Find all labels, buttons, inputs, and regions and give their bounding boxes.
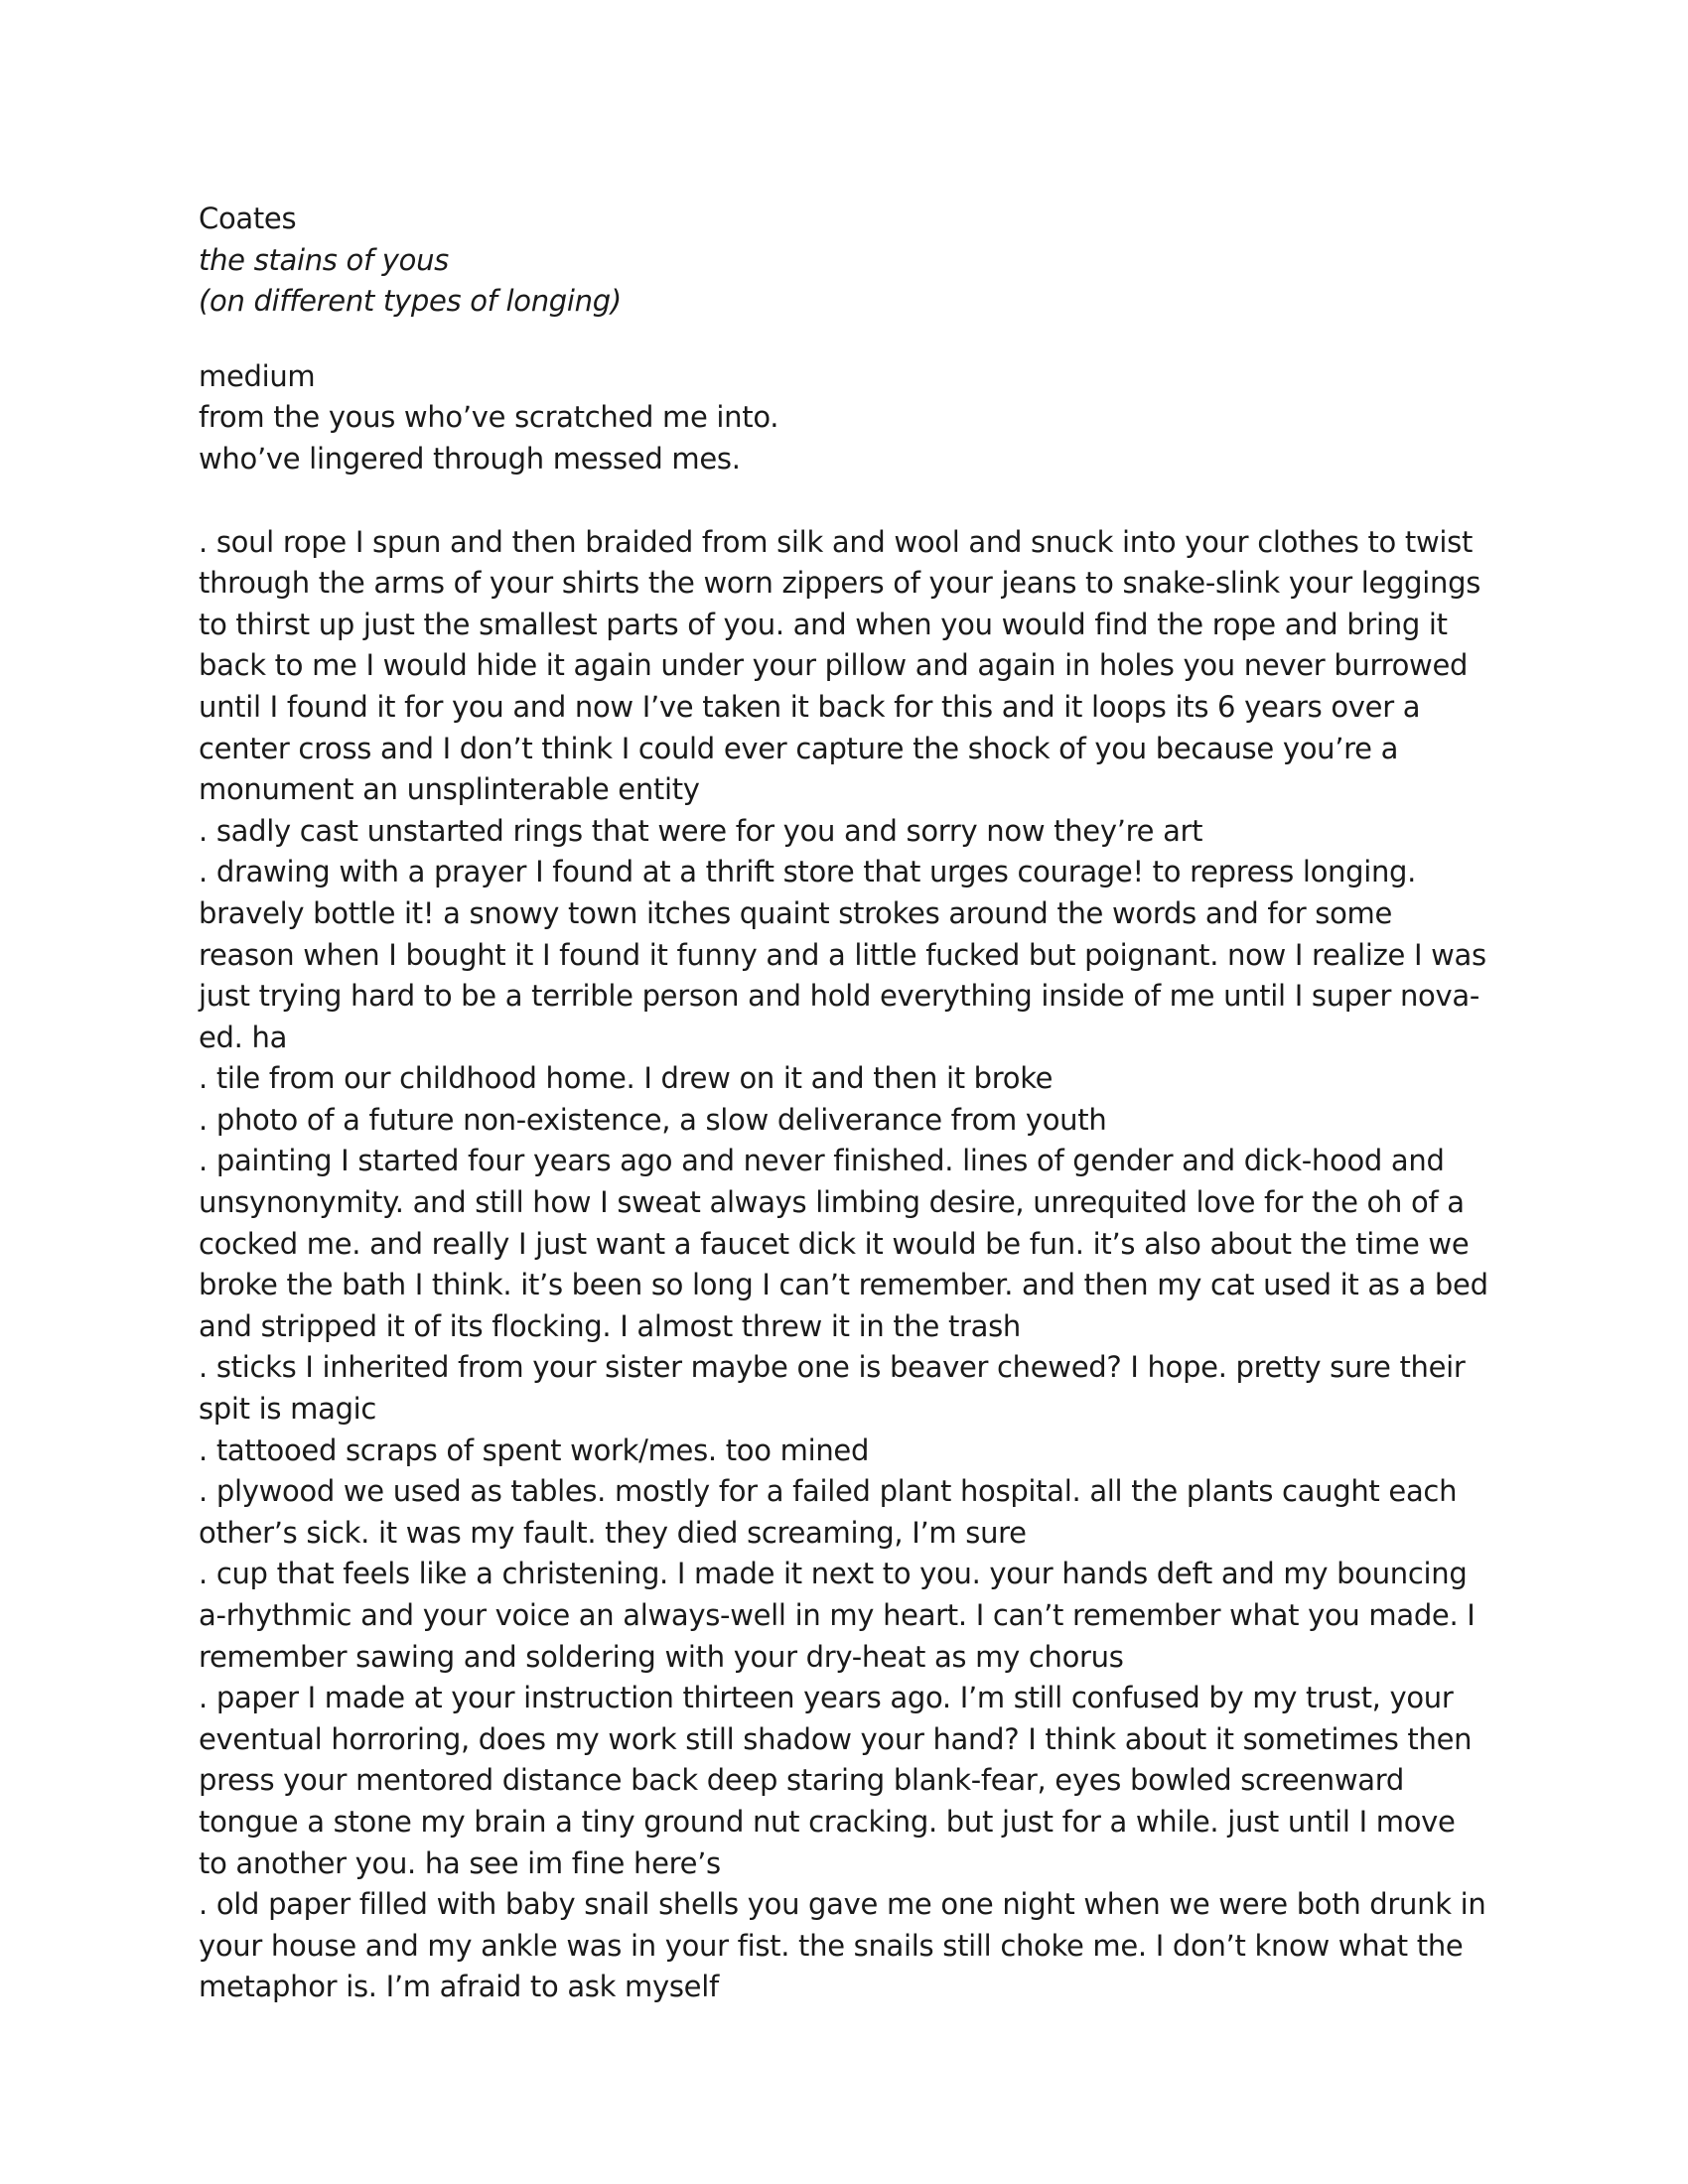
list-item: . tile from our childhood home. I drew on it and then it broke <box>199 1061 1054 1096</box>
list-item: . old paper filled with baby snail shells you gave me one night when we were both drunk in your house and my ankle was in your fist. the snails still choke me. I don’t know what the metaphor is. I’m afraid to ask myself <box>199 1887 1486 2004</box>
list-item: . plywood we used as tables. mostly for a failed plant hospital. all the plants caught each other’s sick. it was my fault. they died screaming, I’m sure <box>199 1474 1458 1550</box>
list-item: . painting I started four years ago and never finished. lines of gender and dick-hood and unsynonymity. and still how I sweat always limbing desire, unrequited love for the oh of a cocked me. and really I just want a faucet dick it would be fun. it’s also about the time we broke the bath I think. it’s been so long I can’t remember. and then my cat used it as a bed and stripped it of its flocking. I almost threw it in the trash <box>199 1144 1488 1343</box>
document-page <box>199 199 1489 2008</box>
list-item: . sticks I inherited from your sister maybe one is beaver chewed? I hope. pretty sure their spit is magic <box>199 1350 1466 1427</box>
epigraph-line: who’ve lingered through messed mes. <box>199 441 741 476</box>
list-item: . tattooed scraps of spent work/mes. too mined <box>199 1433 870 1467</box>
list-item: . paper I made at your instruction thirteen years ago. I’m still confused by my trust, your eventual horroring, does my work still shadow your hand? I think about it sometimes then press your mentored distance back deep staring blank-fear, eyes bowled screenward tongue a stone my brain a tiny ground nut cracking. but just for a while. just until I move to another you. ha see im fine here’s <box>199 1681 1473 1880</box>
list-item: . drawing with a prayer I found at a thrift store that urges courage! to repress longing. bravely bottle it! a snowy town itches quaint strokes around the words and for some reason when I bought it I found it funny and a little fucked but poignant. now I realize I was just trying hard to be a terrible person and hold everything inside of me until I super nova-ed. ha <box>199 855 1486 1054</box>
item-list <box>199 522 1489 2008</box>
poem-title: the stains of yous <box>199 242 449 277</box>
author-name: Coates <box>199 202 297 235</box>
epigraph-line: from the yous who’ve scratched me into. <box>199 400 779 435</box>
list-item: . photo of a future non-existence, a slow deliverance from youth <box>199 1102 1107 1137</box>
section-heading: medium <box>199 358 316 393</box>
list-item: . sadly cast unstarted rings that were for you and sorry now they’re art <box>199 813 1203 848</box>
list-item: . cup that feels like a christening. I made it next to you. your hands deft and my bouncing a-rhythmic and your voice an always-well in my heart. I can’t remember what you made. I remember sawing and soldering with your dry-heat as my chorus <box>199 1557 1476 1674</box>
list-item: . soul rope I spun and then braided from silk and wool and snuck into your clothes to twist through the arms of your shirts the worn zippers of your jeans to snake-slink your leggings to thirst up just the smallest parts of you. and when you would find the rope and bring it back to me I would hide it again under your pillow and again in holes you never burrowed until I found it for you and now I’ve taken it back for this and it loops its 6 years over a center cross and I don’t think I could ever capture the shock of you because you’re a monument an unsplinterable entity <box>199 524 1481 807</box>
poem-subtitle: (on different types of longing) <box>199 284 622 319</box>
